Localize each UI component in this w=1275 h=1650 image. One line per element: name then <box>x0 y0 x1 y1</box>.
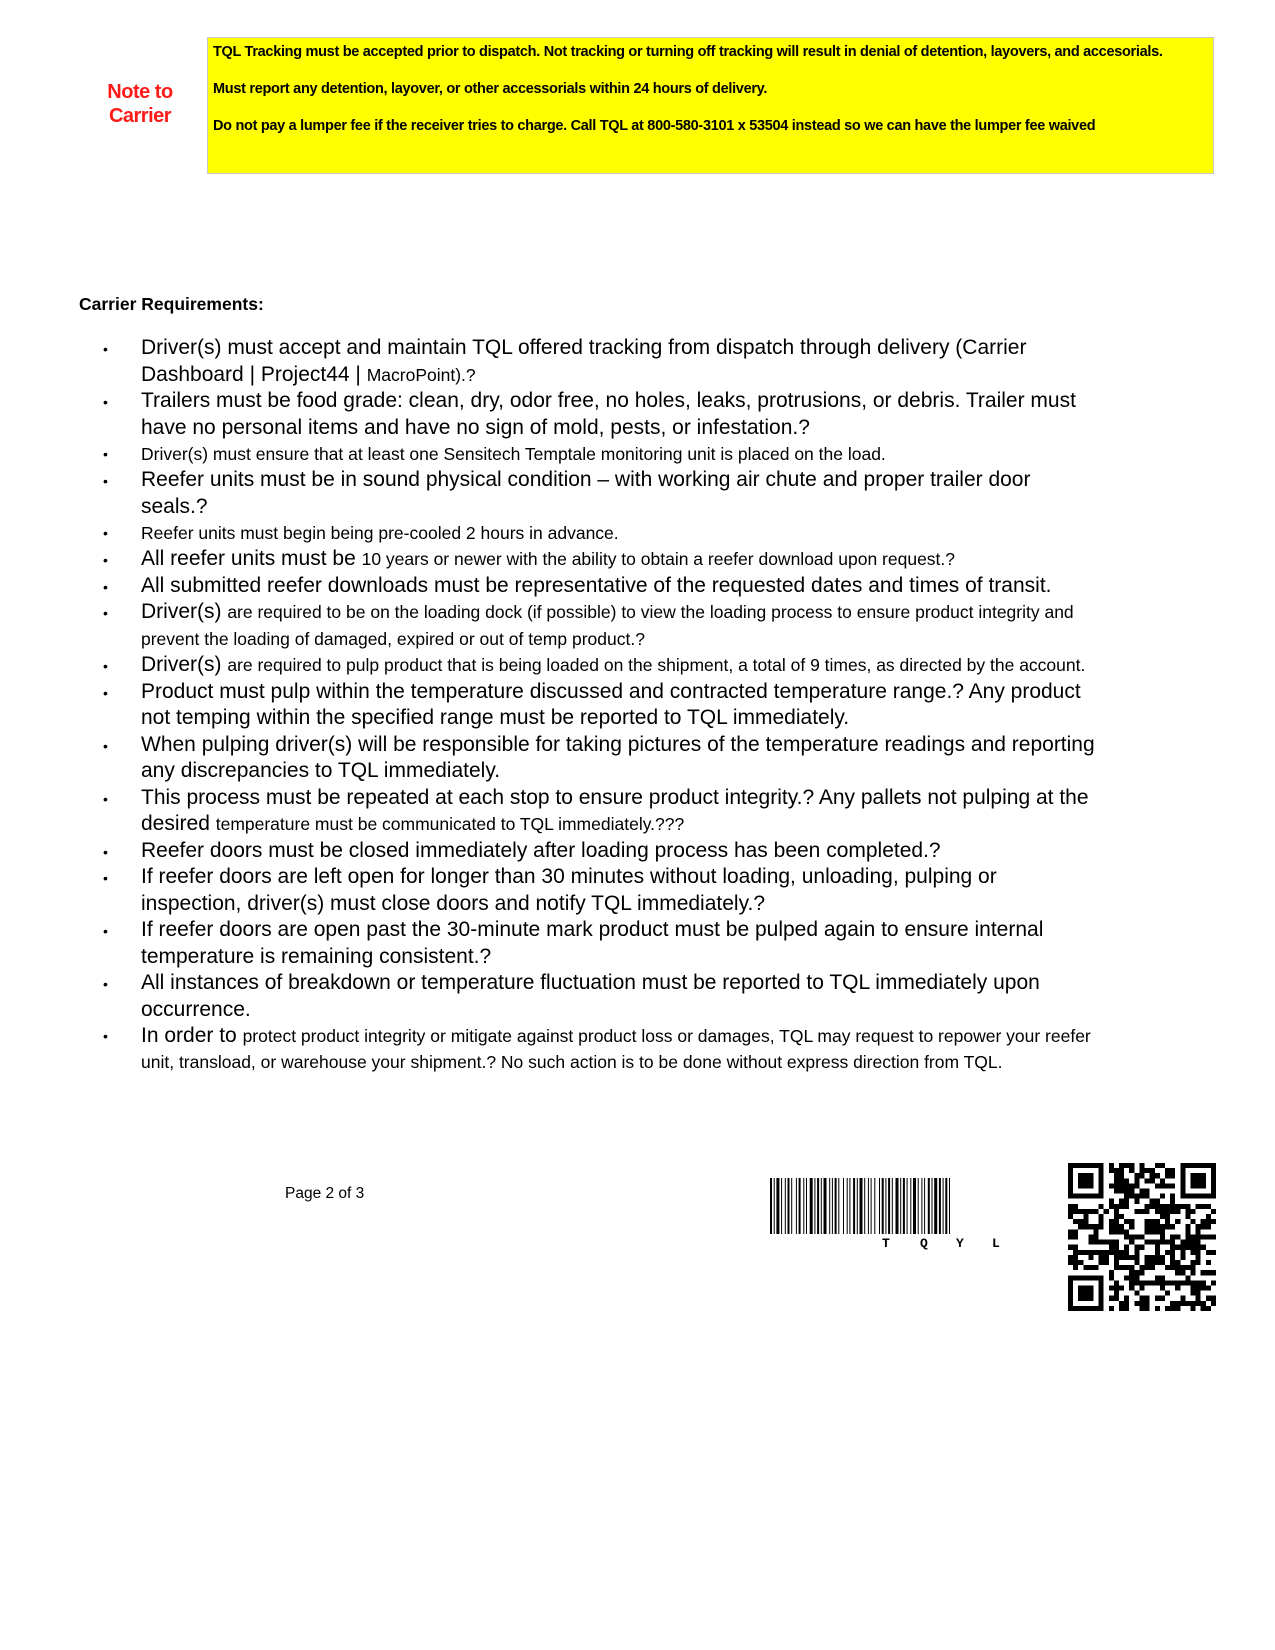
requirements-title: Carrier Requirements: <box>79 294 264 314</box>
requirement-item: • If reefer doors are left open for longer than 30 minutes without loading, unloading, pulping or inspection, driver(s) must close doors and notify TQL immediately.? <box>100 864 1100 917</box>
requirement-item: • Trailers must be food grade: clean, dry, odor free, no holes, leaks, protrusions, or debris. Trailer must have no personal items and have no sign of mold, pests, or infestation.? <box>100 388 1100 441</box>
barcode-char: L <box>992 1236 1000 1251</box>
page-number: Page 2 of 3 <box>285 1185 365 1202</box>
requirements-list <box>100 335 1100 1075</box>
requirement-item: • Product must pulp within the temperature discussed and contracted temperature range.? Any product not temping within the specified range must be reported to TQL immediately. <box>100 679 1100 732</box>
requirement-item: • In order to protect product integrity or mitigate against product loss or damages, TQL may request to repower your reefer unit, transload, or warehouse your shipment.? No such action is to be done without express direction from TQL. <box>100 1023 1100 1075</box>
note-label-line2: Carrier <box>108 105 172 127</box>
requirement-item: • All instances of breakdown or temperature fluctuation must be reported to TQL immediately upon occurrence. <box>100 970 1100 1023</box>
requirement-item: • All submitted reefer downloads must be representative of the requested dates and times of transit. <box>100 573 1100 600</box>
note-lumper-fee: Do not pay a lumper fee if the receiver tries to charge. Call TQL at 800-580-3101 x 53504 instead so we can have the lumper fee waived <box>213 118 1096 134</box>
note-tracking: TQL Tracking must be accepted prior to dispatch. Not tracking or turning off tracking will result in denial of detention, layovers, and accesorials. <box>213 44 1163 60</box>
note-detention: Must report any detention, layover, or other accessorials within 24 hours of delivery. <box>213 81 768 97</box>
carrier-note-box <box>207 37 1214 174</box>
requirement-item: • This process must be repeated at each stop to ensure product integrity.? Any pallets not pulping at the desired temperature must be communicated to TQL immediately.??? <box>100 785 1100 838</box>
requirement-item: • Driver(s) must ensure that at least one Sensitech Temptale monitoring unit is placed on the load. <box>100 441 1100 467</box>
qr-code-icon <box>1068 1163 1216 1311</box>
barcode-icon <box>770 1178 1054 1234</box>
requirement-item: • When pulping driver(s) will be responsible for taking pictures of the temperature readings and reporting any discrepancies to TQL immediately. <box>100 732 1100 785</box>
requirement-item: • Driver(s) are required to be on the loading dock (if possible) to view the loading process to ensure product integrity and prevent the loading of damaged, expired or out of temp product.? <box>100 599 1100 652</box>
requirement-item: • If reefer doors are open past the 30-minute mark product must be pulped again to ensure internal temperature is remaining consistent.? <box>100 917 1100 970</box>
requirement-item: • Driver(s) must accept and maintain TQL offered tracking from dispatch through delivery (Carrier Dashboard | Project44 | MacroPoint).? <box>100 335 1100 388</box>
note-label-line1: Note to <box>107 81 173 103</box>
barcode-caption <box>770 1236 1054 1254</box>
requirement-item: • Driver(s) are required to pulp product that is being loaded on the shipment, a total of 9 times, as directed by the account. <box>100 652 1100 679</box>
note-to-carrier-label <box>100 80 180 128</box>
barcode-char: Q <box>920 1236 928 1251</box>
barcode-char: T <box>882 1236 890 1251</box>
requirement-item: • Reefer units must begin being pre-cooled 2 hours in advance. <box>100 520 1100 546</box>
requirement-item: • Reefer units must be in sound physical condition – with working air chute and proper trailer door seals.? <box>100 467 1100 520</box>
barcode-char: Y <box>956 1236 964 1251</box>
requirement-item: • Reefer doors must be closed immediately after loading process has been completed.? <box>100 838 1100 865</box>
requirement-item: • All reefer units must be 10 years or newer with the ability to obtain a reefer download upon request.? <box>100 546 1100 573</box>
